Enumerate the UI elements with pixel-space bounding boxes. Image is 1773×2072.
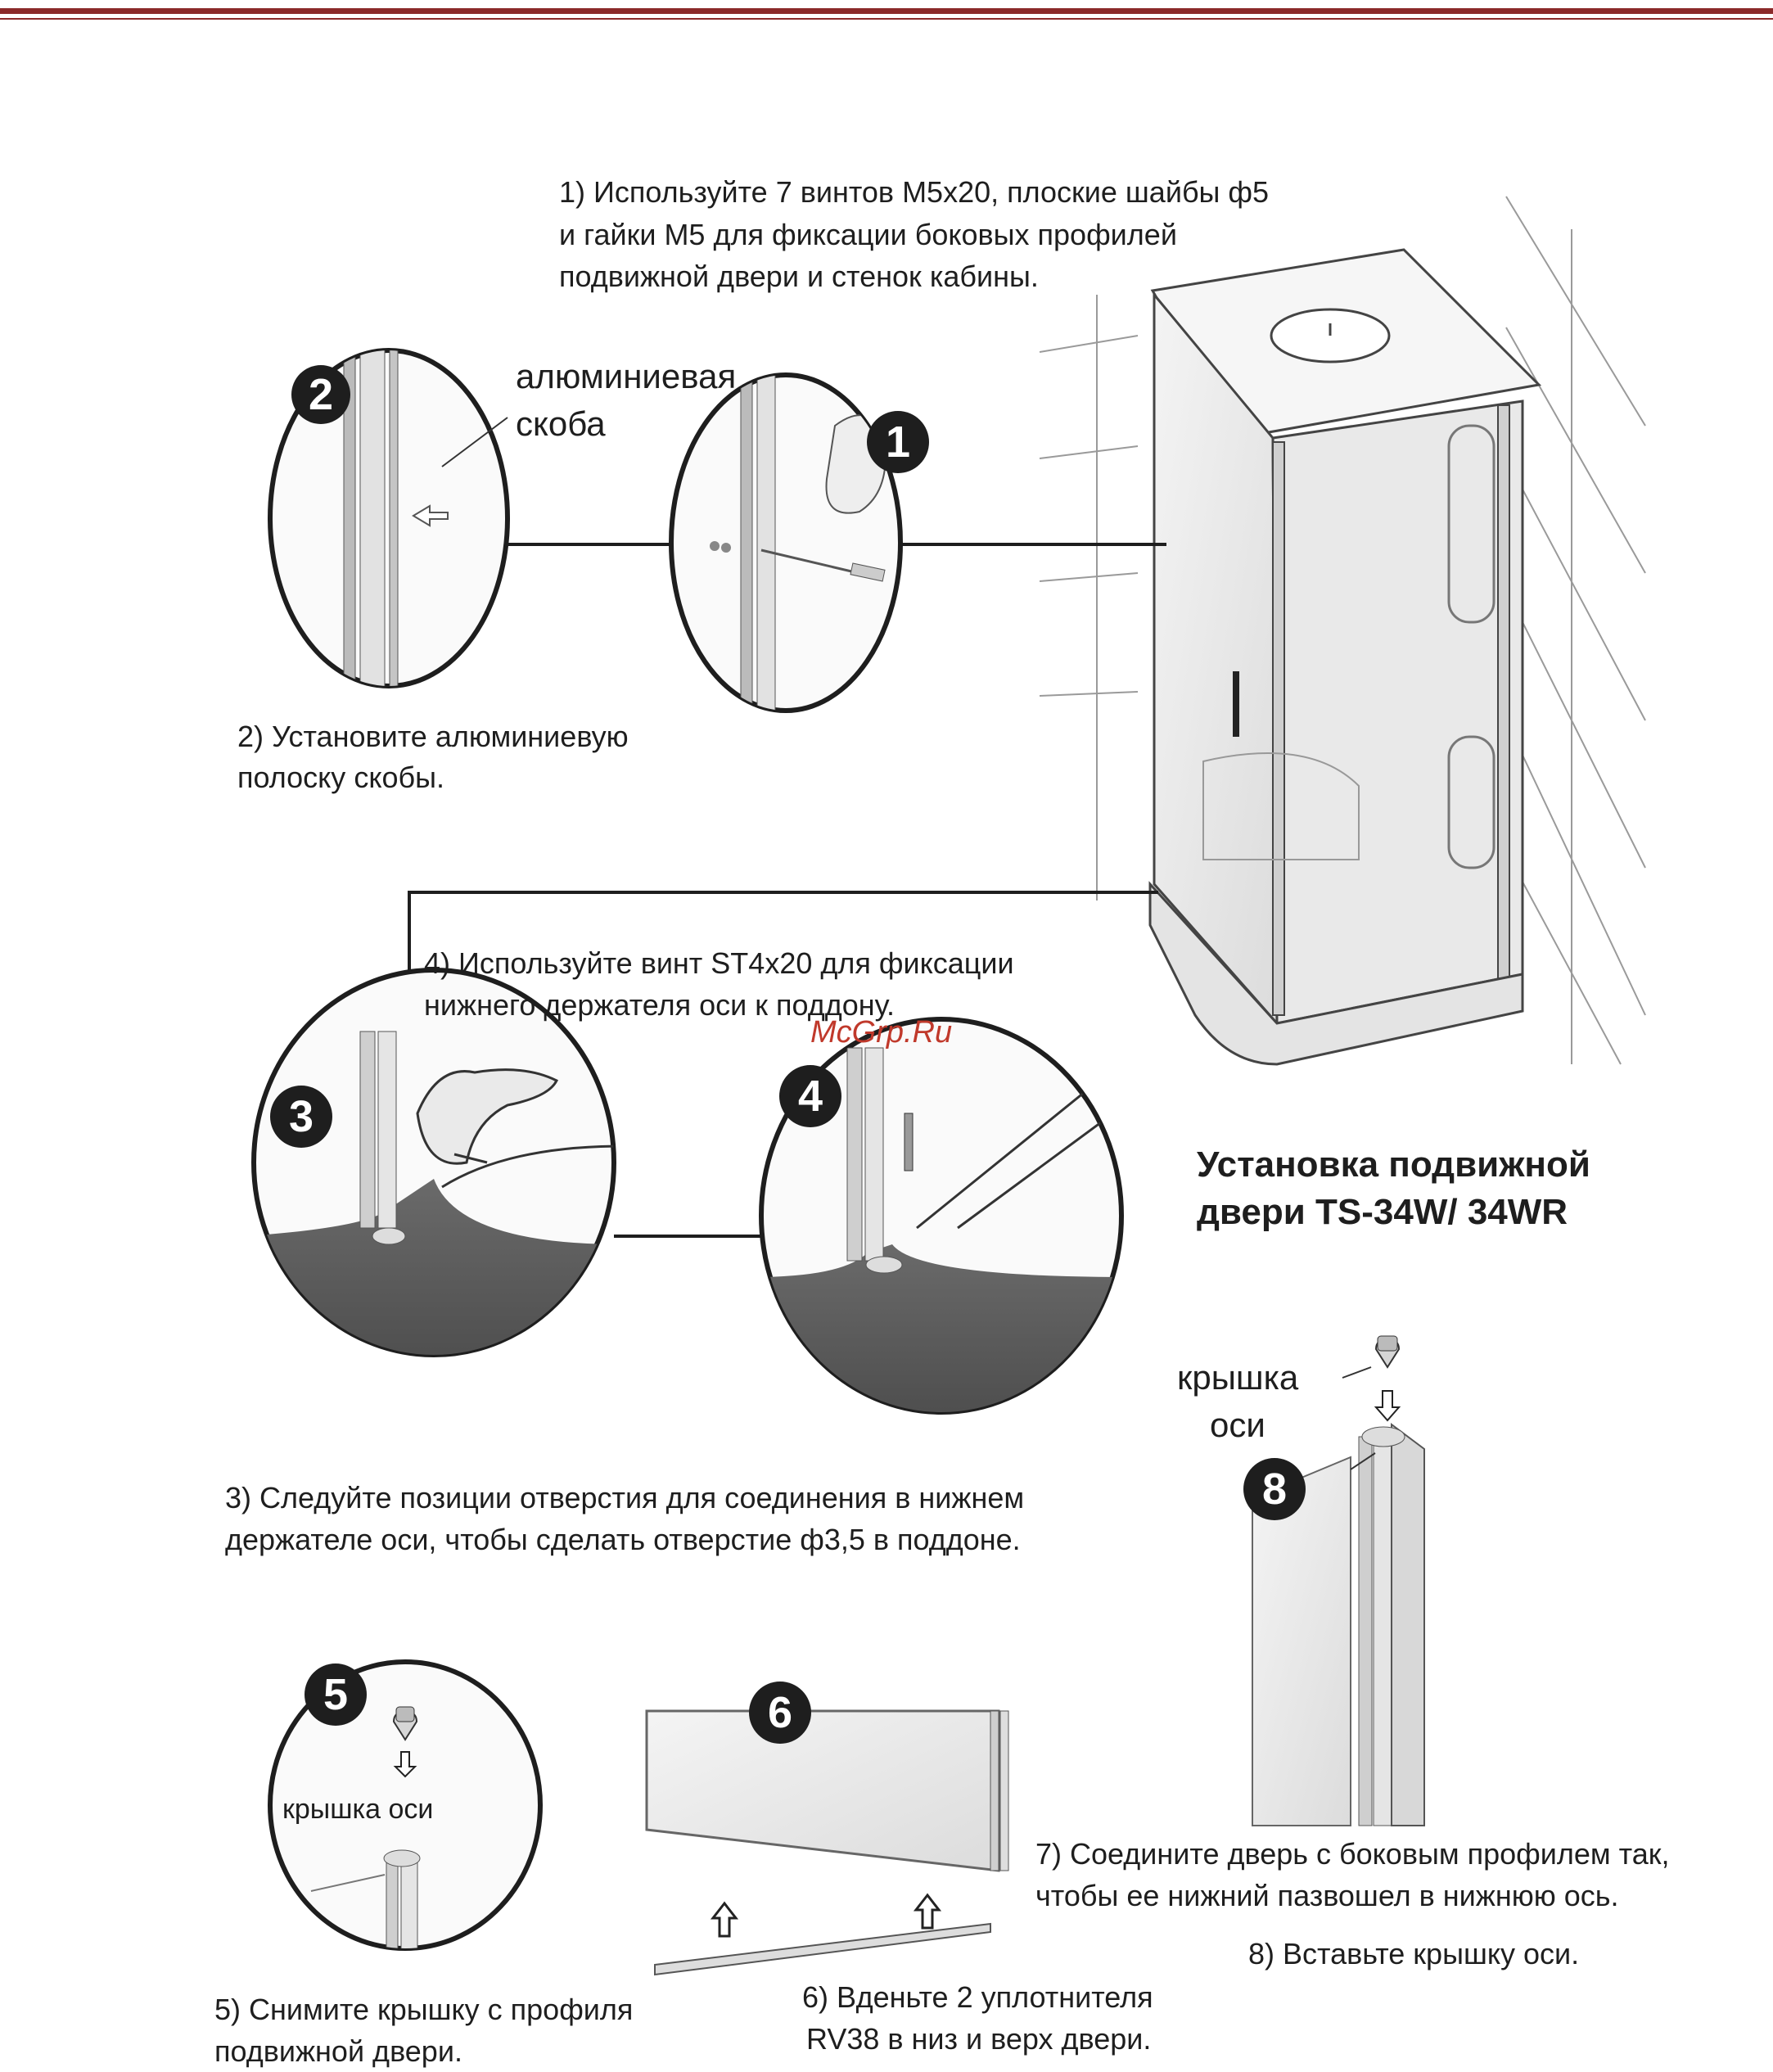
- badge-1-number: 1: [885, 418, 911, 467]
- step-5-line-2: подвижной двери.: [214, 2034, 462, 2068]
- badge-8-number: 8: [1261, 1465, 1288, 1514]
- step-1-line-2: и гайки М5 для фиксации боковых профилей: [559, 218, 1177, 251]
- step-1-line-3: подвижной двери и стенок кабины.: [559, 260, 1039, 293]
- door-panel-6: [647, 1711, 1008, 1975]
- badge-6-number: 6: [767, 1688, 793, 1737]
- step-8-line-1: 8) Вставьте крышку оси.: [1248, 1937, 1580, 1970]
- detail-circle-3: [246, 970, 622, 1392]
- step-2-line-2: полоску скобы.: [237, 761, 444, 794]
- page-title-line-2: двери TS-34W/ 34WR: [1197, 1192, 1568, 1232]
- callout-bracket-line-2: скоба: [516, 404, 606, 443]
- page-title-line-1: Установка подвижной: [1197, 1144, 1590, 1185]
- badge-4-number: 4: [797, 1072, 823, 1121]
- watermark: McGrp.Ru: [810, 1015, 953, 1050]
- door-profile-8: [1252, 1336, 1424, 1826]
- shower-cabin-illustration: [1040, 196, 1645, 1064]
- step-6-line-2: RV38 в низ и верх двери.: [806, 2022, 1152, 2056]
- callout-bracket-line-1: алюминиевая: [516, 357, 737, 395]
- step-5-line-1: 5) Снимите крышку с профиля: [214, 1993, 634, 2026]
- callout-cap-step-5: крышка оси: [282, 1794, 434, 1825]
- step-2-line-1: 2) Установите алюминиевую: [237, 720, 629, 753]
- step-1-line-1: 1) Используйте 7 винтов М5х20, плоские шайбы ф5: [559, 175, 1270, 209]
- detail-circle-1: [671, 368, 900, 729]
- step-3-line-1: 3) Следуйте позиции отверстия для соединения в нижнем: [225, 1481, 1025, 1515]
- step-4-line-1: 4) Используйте винт ST4x20 для фиксации: [424, 946, 1014, 980]
- step-7-line-2: чтобы ее нижний пазвошел в нижнюю ось.: [1035, 1879, 1619, 1912]
- step-7-line-1: 7) Соедините дверь с боковым профилем так,: [1035, 1837, 1670, 1871]
- badge-5-number: 5: [323, 1670, 349, 1719]
- step-4-line-2: нижнего держателя оси к поддону.: [424, 988, 896, 1022]
- callout-cap-line-1: крышка: [1177, 1358, 1299, 1397]
- step-6-line-1: 6) Вденьте 2 уплотнителя: [802, 1980, 1153, 2014]
- badge-2-number: 2: [308, 370, 334, 419]
- step-3-line-2: держателе оси, чтобы сделать отверстие ф3,5 в поддоне.: [225, 1523, 1021, 1556]
- callout-cap-line-2: оси: [1210, 1406, 1265, 1444]
- badge-3-number: 3: [288, 1092, 314, 1141]
